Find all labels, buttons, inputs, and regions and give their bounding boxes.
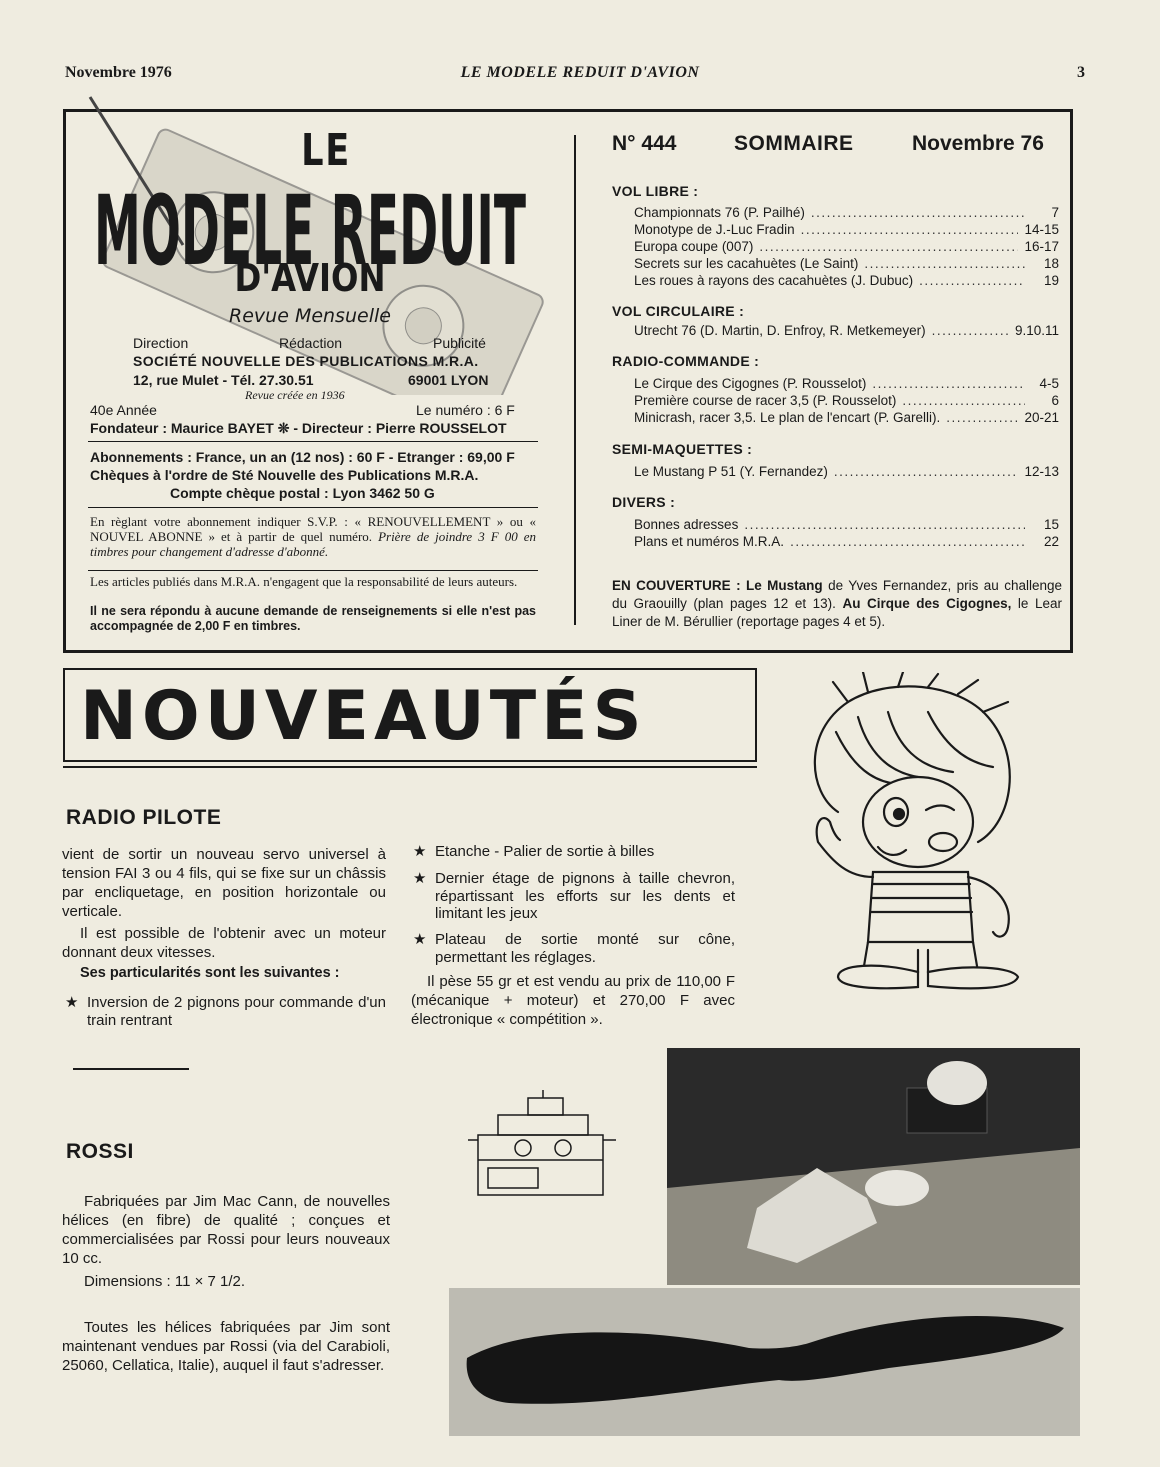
publisher-address: 12, rue Mulet - Tél. 27.30.51 [133,372,314,388]
compte-postal-line: Compte chèque postal : Lyon 3462 50 G [170,485,435,501]
fondateur-directeur: Fondateur : Maurice BAYET ❊ - Directeur : Pierre ROUSSELOT [90,420,507,436]
publisher-city: 69001 LYON [408,372,489,388]
logo-main-text: MODELE REDUIT [94,175,526,282]
repondu-notice: Il ne sera répondu à aucune demande de renseignements si elle n'est pas accompagnée de 2,00 F en timbres. [90,604,536,633]
rossi-heading: ROSSI [66,1140,134,1163]
sommaire-month: Novembre 76 [912,132,1044,155]
nouveautes-underline [63,766,757,768]
logo-revue-mensuelle: Revue Mensuelle [229,305,391,327]
publisher-company: SOCIÉTÉ NOUVELLE DES PUBLICATIONS M.R.A. [133,353,479,369]
servo-photo-image [667,1048,1080,1285]
divider [88,507,538,508]
section-radio-commande: RADIO-COMMANDE : [612,353,760,369]
section-vol-circulaire: VOL CIRCULAIRE : [612,303,745,319]
bullet-item: ★ Dernier étage de pignons à taille chevron, répartissant les efforts sur les dents et limitant les jeux [413,870,735,922]
toc-entry[interactable]: Secrets sur les cacahuètes (Le Saint) ..... 18 [634,256,1059,271]
toc-entry[interactable]: Première course de racer 3,5 (P. Rousselot) ..... 6 [634,393,1059,408]
reglement-text: En règlant votre abonnement indiquer S.V.P. : « RENOUVELLEMENT » ou « NOUVEL ABONNE » et à partir de quel numéro. [90,514,536,544]
couverture-caption: EN COUVERTURE : Le Mustang de Yves Fernandez, pris au challenge du Graouilly (plan pages 12 et 13). Au Cirque des Cigognes, le Lear Liner de M. Bérullier (reportage pages 4 et 5). [612,578,1062,629]
sommaire-title: SOMMAIRE [734,132,854,155]
radio-pilote-p1: vient de sortir un nouveau servo universel à tension FAI 3 ou 4 fils, qui se fixe sur un châssis par encliquetage, en position horizontale ou verticale. [62,846,386,920]
issue-date: Novembre 1976 [65,64,172,81]
servo-photo [667,1048,1080,1285]
journal-title: LE MODELE REDUIT D'AVION [460,64,700,81]
toc-entry[interactable]: Les roues à rayons des cacahuètes (J. Dubuc) ..... 19 [634,273,1059,288]
role-publicite: Publicité [433,335,486,351]
role-redaction: Rédaction [279,335,343,351]
page-number: 3 [1077,64,1085,81]
rossi-p3: Toutes les hélices fabriquées par Jim sont maintenant vendues par Rossi (via del Carabioli, 25060, Cellatica, Italie), auquel il faut s'adresser. [62,1319,390,1374]
toc-entry[interactable]: Le Cirque des Cigognes (P. Rousselot) ..... 4-5 [634,376,1059,391]
divider [88,441,538,442]
toc-entry[interactable]: Utrecht 76 (D. Martin, D. Enfroy, R. Metkemeyer) ..... 9.10.11 [634,323,1059,338]
section-semi-maquettes: SEMI-MAQUETTES : [612,441,753,457]
bullet-item: ★ Plateau de sortie monté sur cône, permettant les réglages. [413,931,735,966]
toc-entry[interactable]: Europa coupe (007) ..... 16-17 [634,239,1059,254]
toc-entry[interactable]: Plans et numéros M.R.A. ..... 22 [634,534,1059,549]
issue-number: N° 444 [612,132,677,155]
logo-davion: D'AVION [234,256,386,300]
toc-entry[interactable]: Minicrash, racer 3,5. Le plan de l'encart (P. Garelli). ..... 20-21 [634,410,1059,425]
cartoon-kid-thumbs-up-icon [778,672,1060,994]
toc-entry[interactable]: Monotype de J.-Luc Fradin ..... 14-15 [634,222,1059,237]
radio-pilote-p3: Ses particularités sont les suivantes : [80,965,340,981]
role-direction: Direction [133,335,189,351]
bullet-item: ★ Etanche - Palier de sortie à billes [413,843,655,860]
cheques-line: Chèques à l'ordre de Sté Nouvelle des Publications M.R.A. [90,467,479,483]
section-divers: DIVERS : [612,494,676,510]
abonnements-line: Abonnements : France, un an (12 nos) : 60 F - Etranger : 69,00 F [90,449,515,465]
propeller-photo [449,1288,1080,1436]
articles-notice: Les articles publiés dans M.R.A. n'engagent que la responsabilité de leurs auteurs. [90,574,518,589]
toc-entry[interactable]: Championnats 76 (P. Pailhé) ..... 7 [634,205,1059,220]
nouveautes-title: NOUVEAUTÉS [80,677,647,756]
rossi-p1: Fabriquées par Jim Mac Cann, de nouvelles hélices (en fibre) de qualité ; conçues et commercialisées par Rossi pour leurs nouveaux 10 cc. [62,1193,390,1267]
toc-entry[interactable]: Bonnes adresses ..... 15 [634,517,1059,532]
section-rule [73,1068,189,1070]
toc-entry[interactable]: Le Mustang P 51 (Y. Fernandez) ..... 12-13 [634,464,1059,479]
propeller-photo-image [449,1288,1080,1436]
prix-numero: Le numéro : 6 F [416,402,515,418]
radio-pilote-price: Il pèse 55 gr et est vendu au prix de 110,00 F (mécanique + moteur) et 270,00 F avec électronique « compétition ». [411,973,735,1028]
section-vol-libre: VOL LIBRE : [612,183,699,199]
divider [88,570,538,571]
radio-pilote-p2: Il est possible de l'obtenir avec un moteur donnant deux vitesses. [62,925,386,961]
priere-text: Prière de joindre 3 F 00 en timbres pour changement d'adresse d'abonné. [90,529,536,559]
logo-le: LE [301,125,351,176]
servo-drawing-icon [468,1090,618,1210]
radio-pilote-heading: RADIO PILOTE [66,806,222,829]
rossi-dimensions: Dimensions : 11 × 7 1/2. [84,1273,246,1290]
annee: 40e Année [90,402,157,418]
reglement-notice [90,514,536,559]
revue-created: Revue créée en 1936 [245,388,345,402]
bullet-item: ★ Inversion de 2 pignons pour commande d'un train rentrant [65,994,386,1029]
column-divider [574,135,576,625]
